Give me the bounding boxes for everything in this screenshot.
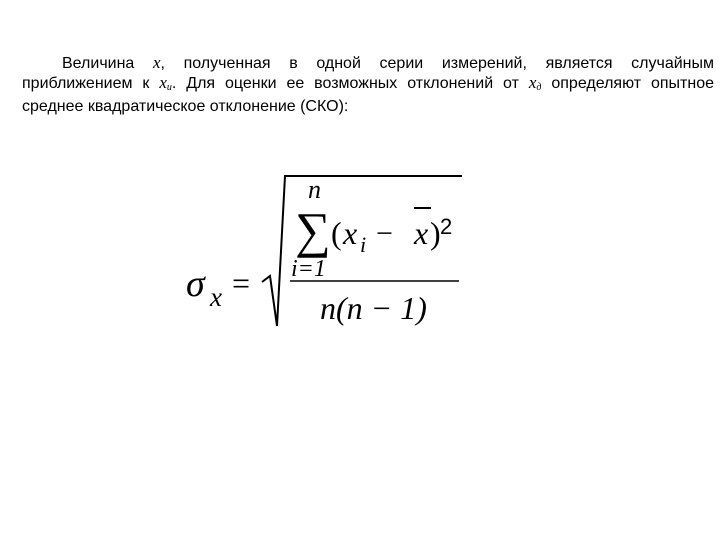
paragraph-text-1: Величина [62, 55, 153, 72]
summation-symbol: ∑ [295, 202, 331, 258]
denominator: n(n − 1) [320, 290, 427, 326]
sum-lower-limit: i=1 [291, 256, 326, 282]
open-parenthesis: ( [331, 215, 342, 251]
variable-x-true-subscript: и [166, 82, 172, 93]
variable-x-true: x [159, 73, 167, 92]
close-parenthesis: ) [430, 215, 441, 251]
term-variable-x: x [343, 215, 358, 251]
paragraph-text-3: . Для оценки ее возможных отклонений от [171, 75, 529, 92]
mean-variable-x: x [414, 215, 429, 251]
sigma-subscript: x [210, 282, 222, 312]
exponent-2: 2 [440, 214, 453, 239]
variable-x-actual: x [528, 73, 537, 92]
paragraph-text-4: определяют опытное среднее квадратическое отклонение (СКО): [22, 75, 714, 115]
sigma-symbol: σ [186, 263, 205, 305]
equals-sign: = [232, 265, 251, 301]
variable-x: x [152, 53, 161, 72]
variable-x-actual-subscript: д [536, 82, 542, 93]
minus-sign: − [376, 217, 393, 250]
sum-upper-limit: n [308, 175, 321, 204]
paragraph-text-2: , полученная в одной серии измерений, является случайным приближением к [22, 55, 715, 92]
term-subscript-i: i [360, 232, 367, 257]
